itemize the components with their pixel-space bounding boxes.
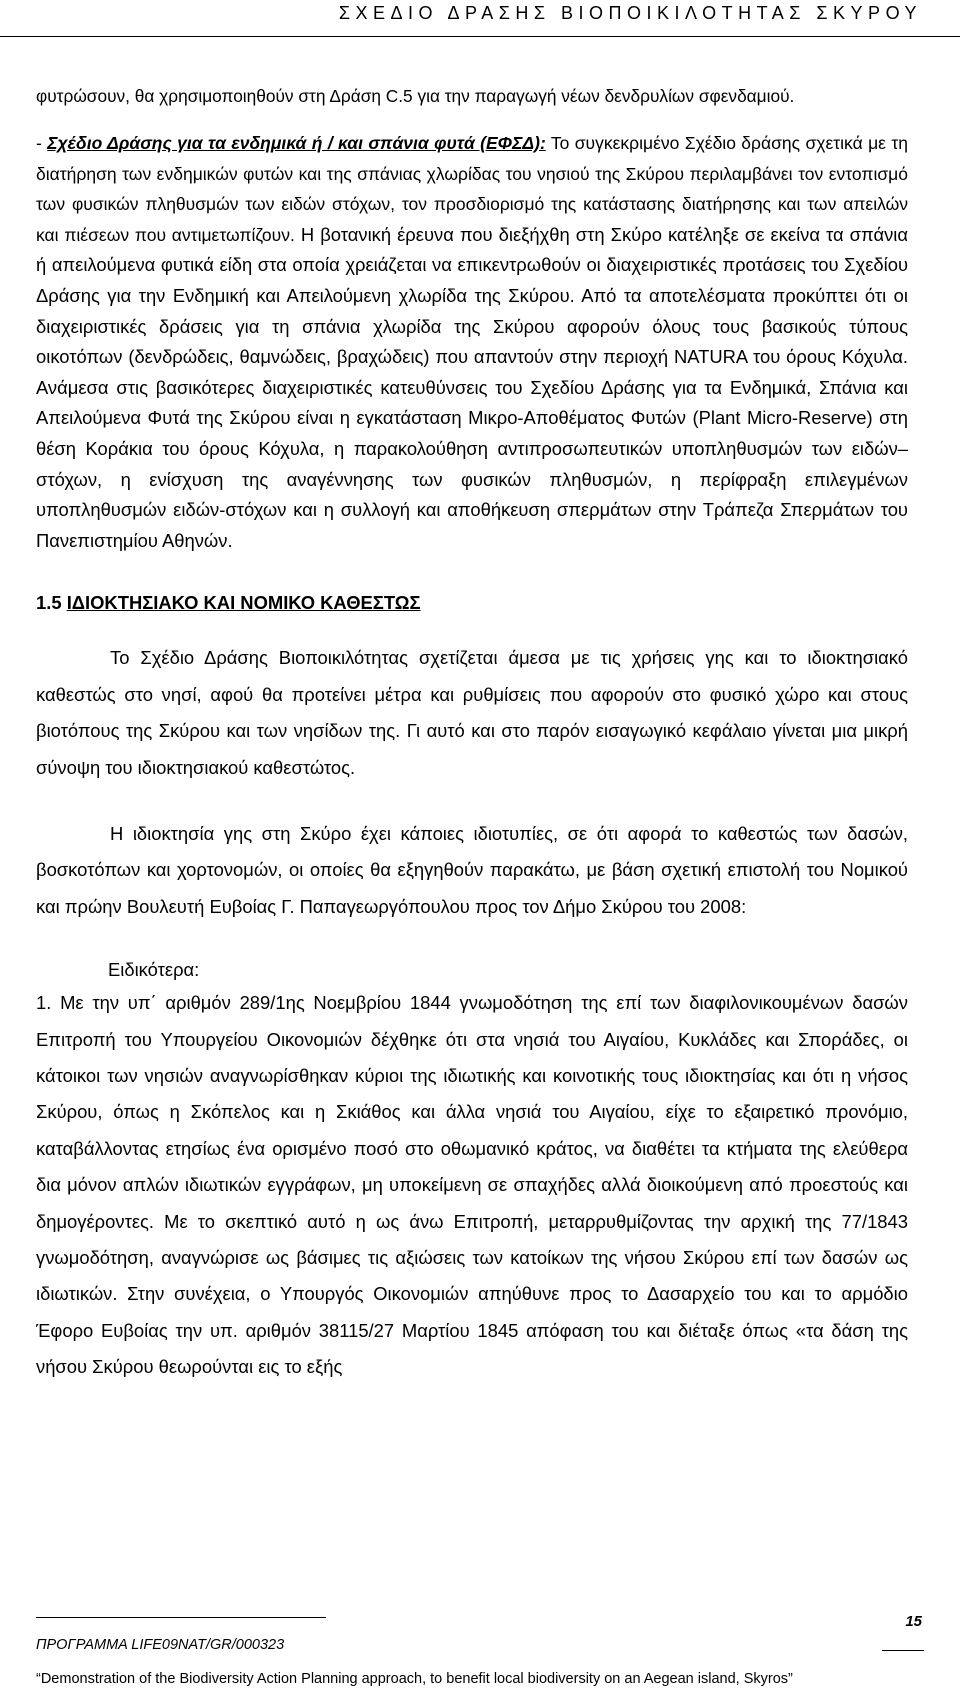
footer-program-code: ΠΡΟΓΡΑΜΜΑ LIFE09NAT/GR/000323 [36, 1637, 285, 1653]
header-rule [0, 36, 960, 37]
bullet-dash: - [36, 133, 48, 153]
efsd-title: Σχέδιο Δράσης για τα ενδημικά ή / και σπάνια φυτά (ΕΦΣΔ): [47, 133, 546, 153]
efsd-bullet-paragraph [36, 128, 908, 556]
subheading-specifically: Ειδικότερα: [108, 959, 200, 981]
section-number: 1.5 [36, 592, 67, 614]
section-heading-title: ΙΔΙΟΚΤΗΣΙΑΚΟ ΚΑΙ ΝΟΜΙΚΟ ΚΑΘΕΣΤΩΣ [66, 592, 421, 614]
list-item-1: 1. Με την υπ΄ αριθμόν 289/1ης Νοεμβρίου 1844 γνωμοδότηση της επί των διαφιλονικουμένων δασών Επιτροπή του Υπουργείου Οικονομιών δέχθηκε ότι στα νησιά του Αιγαίου, Κυκλάδες και Σποράδες, οι κάτοικοι των νησιών αναγνωρίσθηκαν κύριοι της ιδιωτικής και κοινοτικής τους ιδιοκτησίας και ότι η νήσος Σκύρου, όπως η Σκόπελος και η Σκιάθος και άλλα νησιά του Αιγαίου, είχε το εξαιρετικό προνόμιο, καταβάλλοντας ετησίως ένα ορισμένο ποσό στο οθωμανικό κράτος, να διαθέτει τα κτήματα της ελεύθερα δια μόνον απλών ιδιωτικών εγγράφων, μη υποκείμενη σε σπαχήδες αλλά διοικούμενη από προεστούς και δημογέροντες. Με το σκεπτικό αυτό η ως άνω Επιτροπή, μεταρρυθμίζοντας την αρχική της 77/1843 γνωμοδότηση, αναγνώρισε ως βάσιμες τις αξιώσεις των κατοίκων της νήσου Σκύρου επί των δασών ως ιδιωτικών. Στην συνέχεια, ο Υπουργός Οικονομιών απηύθυνε προς το Δασαρχείο του και το αρμόδιο Έφορο Ευβοίας την υπ. αριθμόν 38115/27 Μαρτίου 1845 απόφαση του και διέταξε όπως «τα δάση της νήσου Σκύρου θεωρούνται εις το εξής [36, 992, 908, 1378]
footer-rule [36, 1617, 326, 1618]
efsd-text-part2: Η βοτανική έρευνα που διεξήχθη στη Σκύρο κατέληξε σε εκείνα τα σπάνια ή απειλούμενα φυτικά είδη στα οποία χρειάζεται να επικεντρωθούν οι διαχειριστικές προτάσεις του Σχεδίου Δράσης για την Ενδημική και Απειλούμενη χλωρίδα της Σκύρου. Από τα αποτελέσματα προκύπτει ότι οι διαχειριστικές δράσεις για τη σπάνια χλωρίδα της Σκύρου αφορούν όλους τους βασικούς τύπους οικοτόπων (δενδρώδεις, θαμνώδεις, βραχώδεις) που απαντούν στην περιοχή NATURA του όρους Κόχυλα. Ανάμεσα στις βασικότερες διαχειριστικές κατευθύνσεις του Σχεδίου Δράσης για τα Ενδημικά, Σπάνια και Απειλούμενα Φυτά της Σκύρου είναι η εγκατάσταση Μικρο-Αποθέματος Φυτών (Plant Micro-Reserve) στη θέση Κοράκια του όρους Κόχυλα, η παρακολούθηση αντιπροσωπευτικών υποπληθυσμών των ειδών–στόχων, η ενίσχυση της αναγέννησης των φυσικών πληθυσμών, η περίφραξη επιλεγμένων υποπληθυσμών ειδών-στόχων και η συλλογή και αποθήκευση σπερμάτων στην Τράπεζα Σπερμάτων του Πανεπιστημίου Αθηνών. [36, 223, 909, 551]
page-header [0, 0, 960, 38]
paragraph-land-ownership: Η ιδιοκτησία γης στη Σκύρο έχει κάποιες ιδιοτυπίες, σε ότι αφορά το καθεστώς των δασών, βοσκοτόπων και χορτονομών, οι οποίες θα εξηγηθούν παρακάτω, με βάση σχετική επιστολή του Νομικού και πρώην Βουλευτή Ευβοίας Γ. Παπαγεωργόπουλου προς τον Δήμο Σκύρου του 2008: [36, 822, 908, 917]
header-title: ΣΧΕΔΙΟ ΔΡΑΣΗΣ ΒΙΟΠΟΙΚΙΛΟΤΗΤΑΣ ΣΚΥΡΟΥ [338, 3, 922, 23]
main-content [36, 81, 908, 1386]
page-number-rule [882, 1650, 924, 1651]
page-number: 15 [905, 1613, 922, 1630]
section-heading [36, 592, 908, 614]
paragraph-land-use: Το Σχέδιο Δράσης Βιοποικιλότητας σχετίζεται άμεσα με τις χρήσεις γης και το ιδιοκτησιακό καθεστώς στο νησί, αφού θα προτείνει μέτρα και ρυθμίσεις που αφορούν στο φυσικό χώρο και στους βιοτόπους της Σκύρου και των νησίδων της. Γι αυτό και στο παρόν εισαγωγικό κεφάλαιο γίνεται μια μικρή σύνοψη του ιδιοκτησιακού καθεστώτος. [36, 647, 908, 778]
footer-project-title: “Demonstration of the Biodiversity Action Planning approach, to benefit local biodiversity on an Aegean island, Skyros” [36, 1671, 793, 1687]
efsd-text-part1: Το συγκεκριμένο Σχέδιο δράσης σχετικά με τη διατήρηση των ενδημικών φυτών και της σπάνιας χλωρίδας του νησιού της Σκύρου περιλαμβάνει τον εντοπισμό των φυσικών πληθυσμών των ειδών στόχων, τον προσδιορισμό της κατάστασης διατήρησης και των απειλών και πιέσεων που αντιμετωπίζουν. [36, 133, 908, 245]
continuation-paragraph: φυτρώσουν, θα χρησιμοποιηθούν στη Δράση C.5 για την παραγωγή νέων δενδρυλίων σφενδαμιού. [36, 86, 795, 106]
